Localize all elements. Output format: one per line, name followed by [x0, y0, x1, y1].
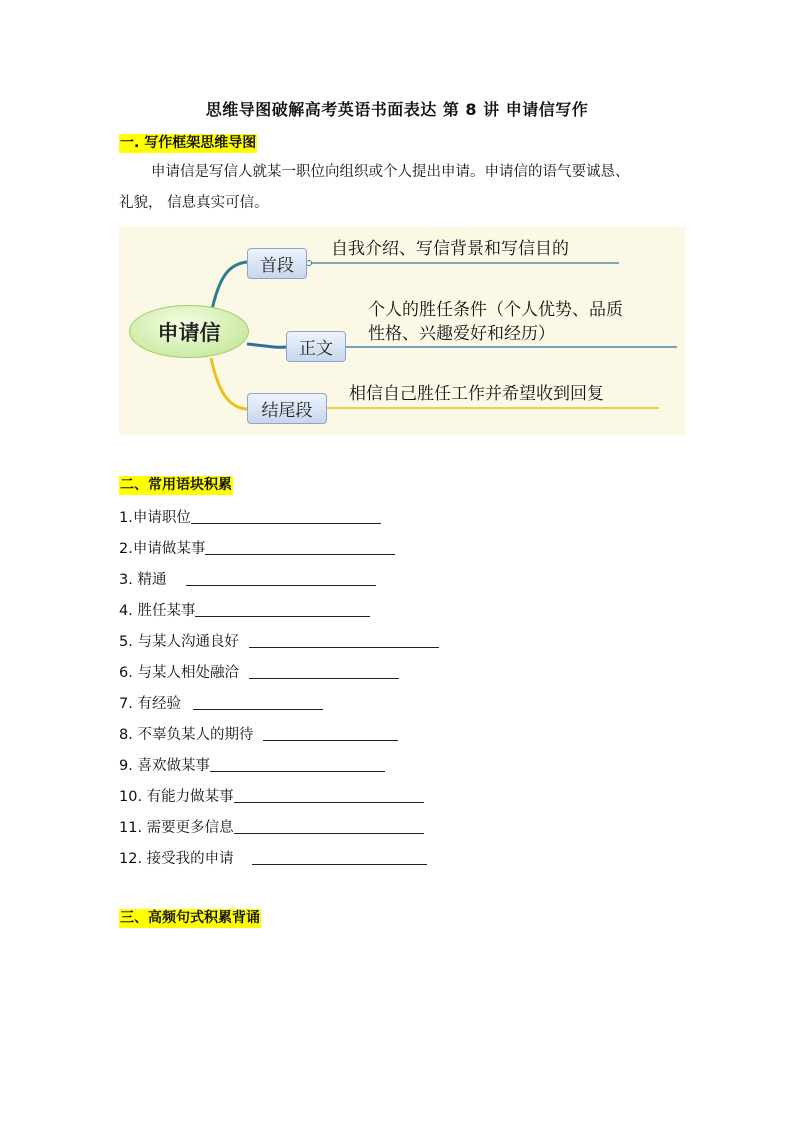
answer-blank[interactable] — [210, 771, 385, 772]
answer-blank[interactable] — [263, 740, 398, 741]
connector-first — [211, 262, 247, 314]
answer-blank[interactable] — [195, 616, 370, 617]
answer-blank[interactable] — [234, 802, 424, 803]
answer-blank[interactable] — [252, 864, 427, 865]
node-body: 正文 — [286, 331, 346, 362]
list-item — [119, 844, 439, 875]
page-title: 思维导图破解高考英语书面表达 第 8 讲 申请信写作 — [205, 100, 589, 119]
item-label: 9. 喜欢做某事 — [119, 758, 210, 774]
item-label: 8. 不辜负某人的期待 — [119, 727, 254, 743]
node-first-paragraph: 首段 — [247, 248, 307, 279]
list-item — [119, 596, 439, 627]
answer-blank[interactable] — [249, 678, 399, 679]
item-label: 4. 胜任某事 — [119, 603, 196, 619]
item-label: 3. 精通 — [119, 572, 167, 588]
list-item — [119, 813, 439, 844]
list-item — [119, 565, 439, 596]
connector-end — [211, 358, 247, 409]
section-heading-sentences: 三、高频句式积累背诵 — [120, 910, 260, 926]
node-ending: 结尾段 — [247, 393, 327, 424]
answer-blank[interactable] — [186, 585, 376, 586]
item-label: 10. 有能力做某事 — [119, 789, 234, 805]
phrase-list — [119, 503, 439, 875]
intro-line-1: 申请信是写信人就某一职位向组织或个人提出申请。申请信的语气要诚恳、 — [151, 164, 630, 180]
section-heading-framework: 一. 写作框架思维导图 — [120, 135, 257, 151]
list-item — [119, 751, 439, 782]
item-label: 11. 需要更多信息 — [119, 820, 234, 836]
answer-blank[interactable] — [193, 709, 323, 710]
connector-body — [247, 344, 286, 347]
list-item — [119, 782, 439, 813]
center-node: 申请信 — [129, 305, 249, 358]
list-item — [119, 534, 439, 565]
item-label: 7. 有经验 — [119, 696, 181, 712]
list-item — [119, 503, 439, 534]
branch-text-body-line2: 性格、兴趣爱好和经历） — [368, 324, 555, 344]
item-label: 1.申请职位 — [119, 510, 191, 526]
list-item — [119, 689, 439, 720]
branch-text-first: 自我介绍、写信背景和写信目的 — [331, 239, 569, 259]
branch-text-end: 相信自己胜任工作并希望收到回复 — [349, 384, 604, 404]
section-heading-phrases: 二、常用语块积累 — [120, 477, 232, 493]
intro-paragraph — [119, 157, 679, 219]
item-label: 12. 接受我的申请 — [119, 851, 234, 867]
answer-blank[interactable] — [205, 554, 395, 555]
branch-text-body-line1: 个人的胜任条件（个人优势、品质 — [368, 300, 623, 320]
list-item — [119, 720, 439, 751]
intro-line-2: 礼貌， 信息真实可信。 — [119, 195, 269, 211]
mind-map — [119, 226, 686, 435]
answer-blank[interactable] — [191, 523, 381, 524]
item-label: 2.申请做某事 — [119, 541, 206, 557]
list-item — [119, 658, 439, 689]
answer-blank[interactable] — [249, 647, 439, 648]
answer-blank[interactable] — [234, 833, 424, 834]
list-item — [119, 627, 439, 658]
item-label: 5. 与某人沟通良好 — [119, 634, 239, 650]
item-label: 6. 与某人相处融洽 — [119, 665, 239, 681]
